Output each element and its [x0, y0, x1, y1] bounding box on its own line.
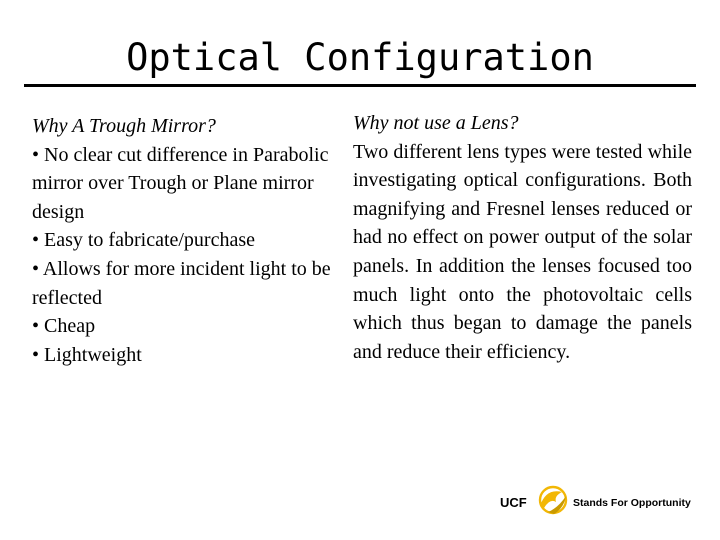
- left-column: [32, 112, 344, 369]
- slide-title: Optical Configuration: [126, 36, 594, 79]
- pegasus-icon: [540, 487, 566, 514]
- right-column: [353, 109, 692, 366]
- bullet-item: • No clear cut difference in Parabolic mirror over Trough or Plane mirror design: [32, 143, 329, 223]
- bullet-item: • Lightweight: [32, 343, 142, 366]
- logo-name: UCF: [500, 495, 527, 510]
- left-heading: Why A Trough Mirror?: [32, 115, 216, 137]
- right-body: Two different lens types were tested while investigating optical configurations. Both magnifying and Fresnel lenses reduced or had no effect on power output of the solar panels. In addition the lenses focused too much light onto the photovoltaic cells which thus began to damage the panels and reduce their efficiency.: [353, 140, 692, 363]
- bullet-item: • Cheap: [32, 315, 96, 338]
- bullet-item: • Allows for more incident light to be reflected: [32, 257, 331, 309]
- title-underline: [24, 84, 696, 87]
- bullet-item: • Easy to fabricate/purchase: [32, 229, 256, 252]
- right-heading: Why not use a Lens?: [353, 112, 519, 134]
- ucf-logo: [500, 482, 700, 518]
- logo-tagline: Stands For Opportunity: [573, 497, 691, 509]
